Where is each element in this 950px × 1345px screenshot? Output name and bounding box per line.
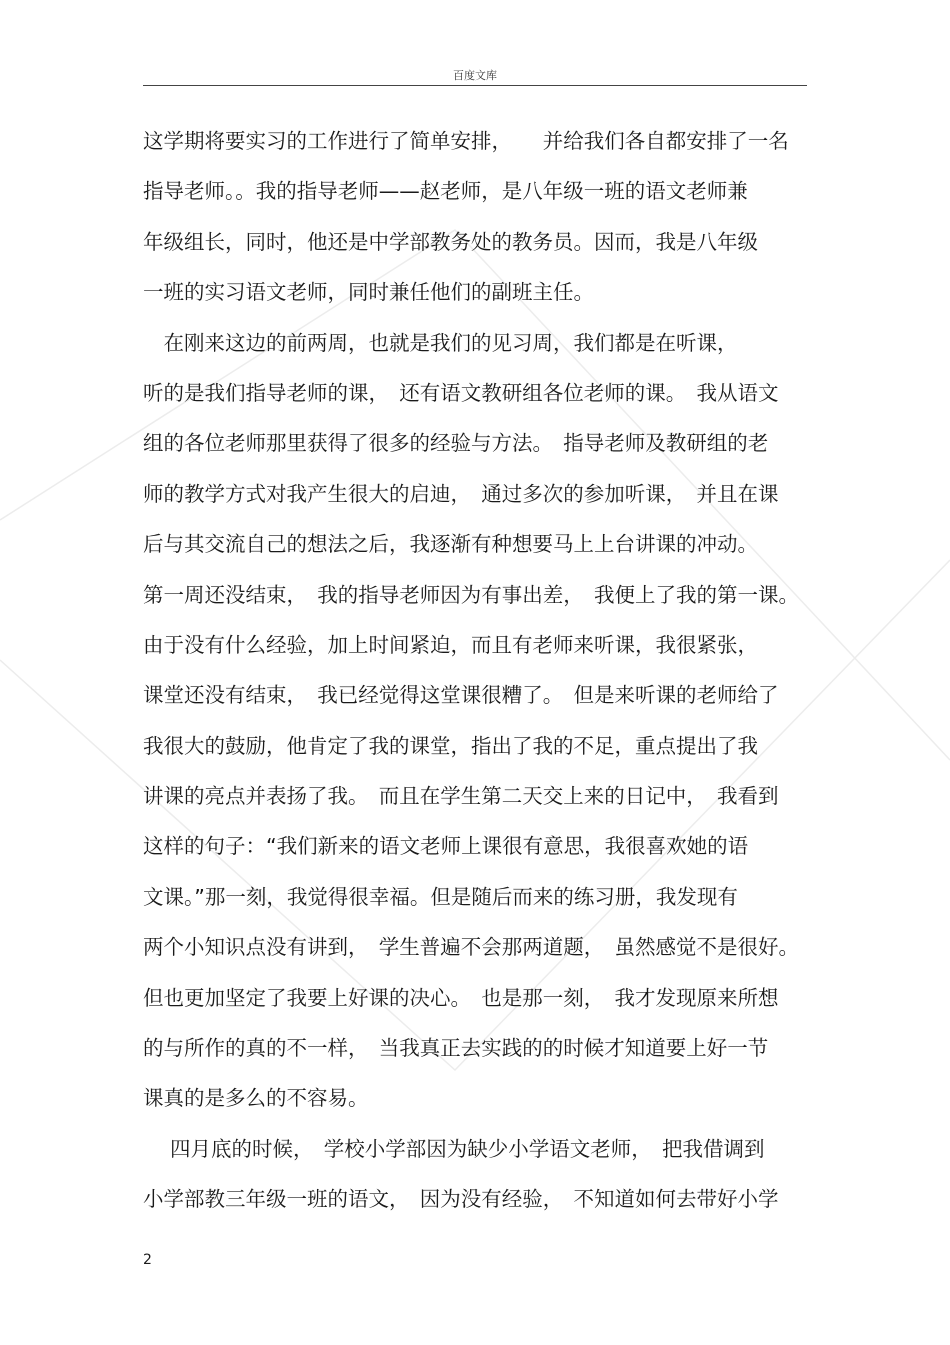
text-line: 课真的是多么的不容易。 <box>143 1086 369 1111</box>
text-line: 由于没有什么经验，加上时间紧迫，而且有老师来听课，我很紧张， <box>143 632 758 657</box>
text-line: 一班的实习语文老师，同时兼任他们的副班主任。 <box>143 280 594 305</box>
text-line: 师的教学方式对我产生很大的启迪， 通过多次的参加听课， 并且在课 <box>143 481 779 506</box>
text-line: 小学部教三年级一班的语文， 因为没有经验， 不知道如何去带好小学 <box>143 1187 779 1212</box>
text-line: 文课。”那一刻，我觉得很幸福。但是随后而来的练习册，我发现有 <box>143 884 738 909</box>
text-line: 在刚来这边的前两周，也就是我们的见习周，我们都是在听课， <box>143 330 738 355</box>
header-title: 百度文库 <box>453 69 497 82</box>
text-line: 第一周还没结束， 我的指导老师因为有事出差， 我便上了我的第一课。 <box>143 582 799 607</box>
text-line: 组的各位老师那里获得了很多的经验与方法。 指导老师及教研组的老 <box>143 431 769 456</box>
text-line: 的与所作的真的不一样， 当我真正去实践的的时候才知道要上好一节 <box>143 1036 769 1061</box>
text-line: 讲课的亮点并表扬了我。 而且在学生第二天交上来的日记中， 我看到 <box>143 784 779 809</box>
text-line: 四月底的时候， 学校小学部因为缺少小学语文老师， 把我借调到 <box>143 1136 765 1161</box>
text-line: 我很大的鼓励，他肯定了我的课堂，指出了我的不足，重点提出了我 <box>143 733 758 758</box>
text-line: 课堂还没有结束， 我已经觉得这堂课很糟了。 但是来听课的老师给了 <box>143 683 779 708</box>
text-line: 年级组长，同时，他还是中学部教务处的教务员。因而，我是八年级 <box>143 229 758 254</box>
page-number: 2 <box>143 1252 152 1268</box>
text-line: 这学期将要实习的工作进行了简单安排， 并给我们各自都安排了一名 <box>143 129 789 153</box>
text-line: 这样的句子：“我们新来的语文老师上课很有意思，我很喜欢她的语 <box>143 834 749 859</box>
text-line: 但也更加坚定了我要上好课的决心。 也是那一刻， 我才发现原来所想 <box>143 985 779 1010</box>
document-body <box>143 116 807 1225</box>
text-line: 听的是我们指导老师的课， 还有语文教研组各位老师的课。 我从语文 <box>143 380 779 405</box>
text-line: 两个小知识点没有讲到， 学生普遍不会那两道题， 虽然感觉不是很好。 <box>143 935 799 960</box>
text-line: 后与其交流自己的想法之后，我逐渐有种想要马上上台讲课的冲动。 <box>143 532 758 557</box>
text-line: 指导老师。。我的指导老师——赵老师，是八年级一班的语文老师兼 <box>143 179 748 204</box>
header-divider <box>143 85 807 86</box>
